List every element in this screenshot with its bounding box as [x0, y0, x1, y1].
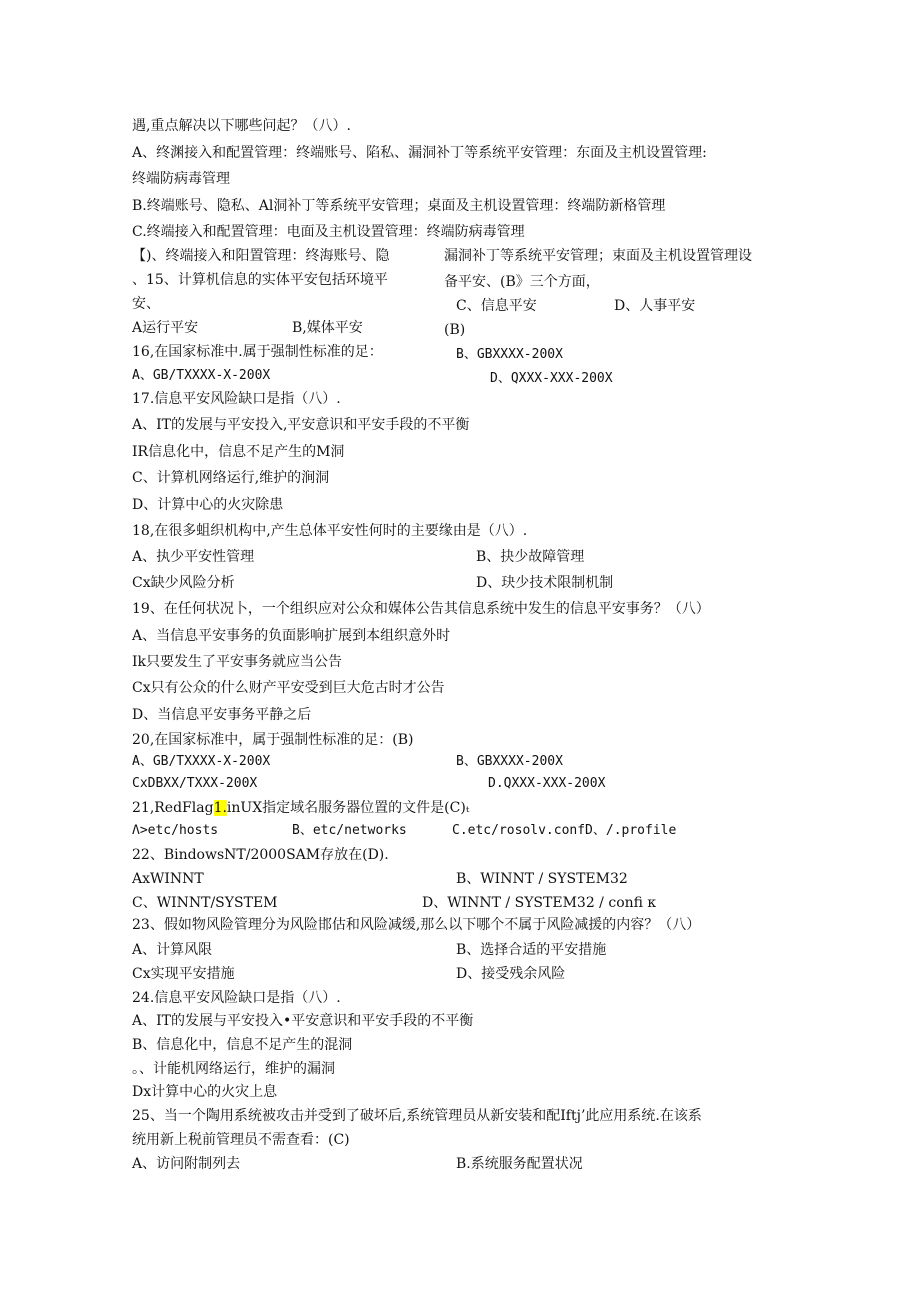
option-c: Cx实现平安措施: [132, 966, 235, 982]
option-d: D、当信息平安事务平静之后: [132, 707, 312, 723]
question-21-prefix: 21,RedFlag: [132, 800, 214, 816]
option-c: C、信息平安: [456, 298, 537, 314]
option-d-right: 漏洞补丁等系统平安管理；束面及主机设置管理设: [444, 248, 752, 264]
option-d: Dx计算中心的火灾上息: [132, 1084, 278, 1100]
option-a: A、IT的发展与平安投入,平安意识和平安手段的不平衡: [132, 417, 470, 433]
option-b: B、选择合适的平安措施: [456, 942, 607, 958]
option-b: B、GBXXXX-200X: [456, 347, 563, 362]
option-c-d: C.etc/rosolv.confD、/.profile: [452, 823, 677, 838]
option-c: C、WINNT/SYSTEM: [132, 895, 278, 911]
option-a: A、终渊接入和配置管理：终端账号、陷私、漏洞补丁等系统平安管理：东面及主机设置管理:: [132, 145, 707, 161]
question-22: 22、BindowsNT/2000SAM存放在(D).: [132, 847, 389, 863]
option-a: AxWINNT: [132, 871, 204, 887]
option-b: B.终端账号、隐私、Al洞补丁等系统平安管理；桌面及主机设置管理：终端防新格管理: [132, 198, 666, 214]
option-a: A、访问附制列去: [132, 1156, 241, 1172]
option-c: Cx只有公众的什么财产平安受到巨大危古时才公告: [132, 680, 445, 696]
option-c: Cx缺少风险分析: [132, 575, 235, 591]
option-d: D、接受残余风险: [456, 966, 566, 982]
option-d: D、玦少技术限制机制: [476, 575, 614, 591]
option-b: B、etc/networks: [292, 823, 407, 838]
question-15: 、15、计算机信息的实体平安包括环境平: [132, 272, 388, 288]
question-21: [132, 799, 469, 817]
question-23: 23、假如物风险管理分为风险邯估和风险减缓,那么以下哪个不属于风险减援的内容？（八）: [132, 917, 701, 933]
question-16: 16,在国家标准中.属于强制性标准的足：: [132, 344, 383, 360]
option-b: Ik只要发生了平安事务就应当公告: [132, 654, 343, 670]
option-a: A、GB/TXXXX-X-200X: [132, 368, 271, 383]
option-b: B、信息化中，信息不足产生的混洞: [132, 1037, 353, 1053]
option-b: IR信息化中，信息不足产生的M洞: [132, 444, 345, 460]
option-a: A、计算风限: [132, 942, 213, 958]
option-c: 。、计能机网络运行，维护的漏洞: [132, 1061, 335, 1077]
question-21-suffix: inUX指定域名服务器位置的文件是(C)ₜ: [226, 800, 470, 816]
option-b: B、抉少故障管理: [476, 549, 585, 565]
option-a: A运行平安: [132, 320, 199, 336]
answer: (B): [444, 322, 466, 338]
question-25: 25、当一个陶用系统被攻击并受到了破坏后,系统管理员从新安装和配Iftj’此应用系统.在该系: [132, 1108, 702, 1124]
option-c: CxDBXX/TXXX-200X: [132, 776, 258, 791]
option-d: 【)、终端接入和阳置管理：终海账号、隐: [132, 248, 390, 264]
question-15-cont: 安、: [132, 296, 160, 312]
option-b: B、WINNT / SYSTEM32: [456, 871, 628, 887]
question-19: 19、在任何状况卜，一个组织应对公众和媒体公告其信息系统中发生的信息平安事务？（八）: [132, 601, 710, 617]
option-d: D.QXXX-XXX-200X: [488, 776, 606, 791]
option-d: D、人事平安: [614, 298, 696, 314]
option-b: B,媒体平安: [292, 320, 363, 336]
question-17: 17.信息平安风险缺口是指（八）.: [132, 391, 341, 407]
option-c: C、计算机网络运行,维护的涧洞: [132, 470, 330, 486]
option-a: A、IT的发展与平安投入•平安意识和平安手段的不平衡: [132, 1013, 474, 1029]
option-a-cont: 终端防病毒管理: [132, 171, 230, 187]
option-b: B.系统服务配置状况: [456, 1156, 583, 1172]
option-b: B、GBXXXX-200X: [456, 754, 563, 769]
question-20: 20,在国家标准中，属于强制性标准的足：(B): [132, 732, 414, 748]
option-a: A、执少平安性管理: [132, 549, 255, 565]
option-d: D、计算中心的火灾除患: [132, 497, 284, 513]
option-a: Λ>etc/hosts: [132, 823, 219, 838]
option-d: D、WINNT / SYSTEM32 / confi κ: [422, 895, 657, 911]
option-a: A、GB/TXXXX-X-200X: [132, 754, 271, 769]
highlighted-text: 1.: [213, 800, 227, 816]
option-c: C.终端接入和配置管理：电面及主机设置管理：终端防病毒管理: [132, 224, 525, 240]
option-a: A、当信息平安事务的负面影响扩展到本组织意外时: [132, 628, 451, 644]
question-18: 18,在很多蛆织机构中,产生总体平安性何时的主要缘由是（八）.: [132, 523, 528, 539]
option-d: D、QXXX-XXX-200X: [490, 371, 613, 386]
question-15-right: 备平安、(B》三个方面，: [444, 274, 600, 290]
question-24: 24.信息平安风险缺口是指（八）.: [132, 990, 341, 1006]
question-stem: 遇,重点解决以下哪些问起？（八）.: [132, 118, 351, 134]
question-25-cont: 统用新上税前管理员不需查看：(C): [132, 1132, 350, 1148]
